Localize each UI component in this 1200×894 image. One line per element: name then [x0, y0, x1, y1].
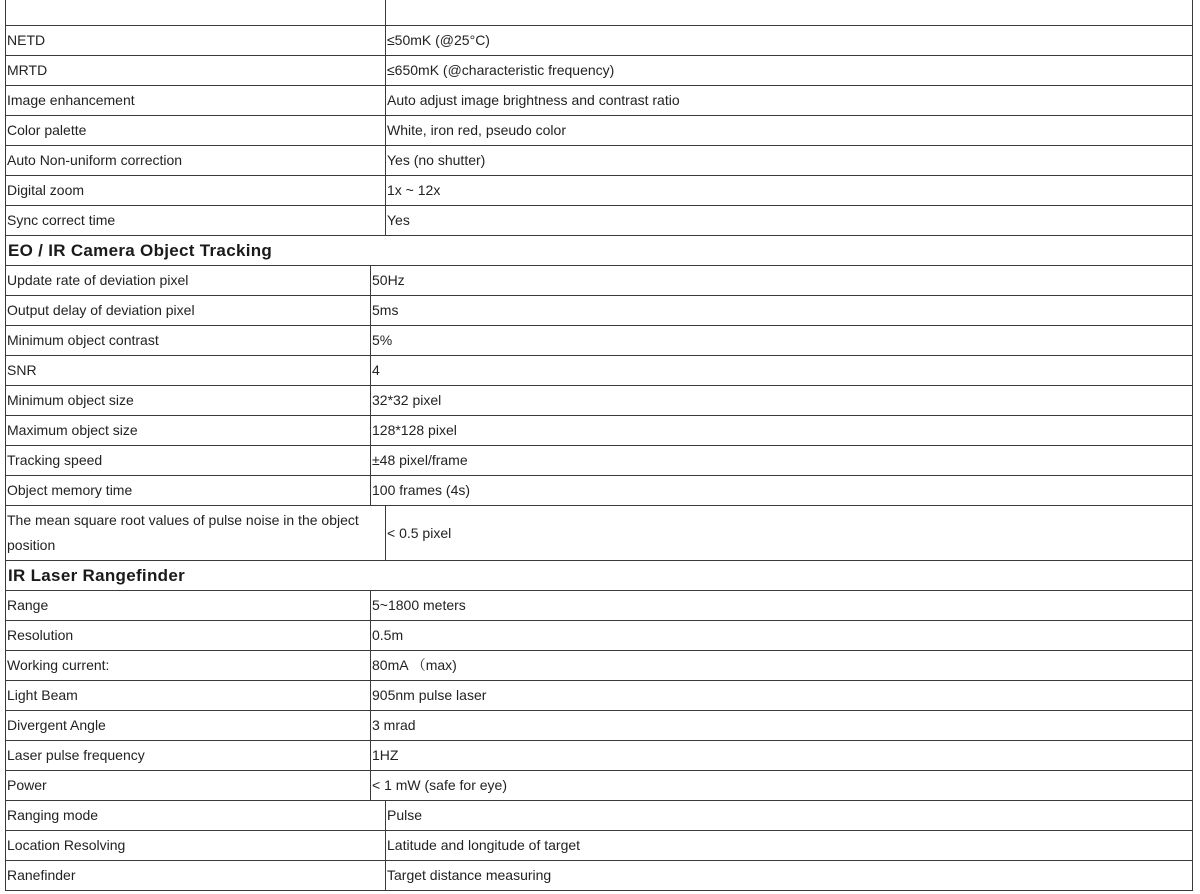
- table-row: [6, 801, 1193, 831]
- spec-label: Ranging mode: [6, 801, 386, 831]
- spec-label: Resolution: [6, 621, 371, 651]
- spec-label: Laser pulse frequency: [6, 741, 371, 771]
- spec-value: 1HZ: [371, 741, 1193, 771]
- spec-value: ≤50mK (@25°C): [386, 26, 1193, 56]
- table-row: [6, 206, 1193, 236]
- spec-value: Pulse: [386, 801, 1193, 831]
- table-row: [6, 296, 1193, 326]
- table-row: [6, 506, 1193, 561]
- spec-value: 1x ~ 12x: [386, 176, 1193, 206]
- spec-value: 5~1800 meters: [371, 591, 1193, 621]
- table-row: [6, 741, 1193, 771]
- table-row: [6, 446, 1193, 476]
- table-row: [6, 356, 1193, 386]
- section-title: IR Laser Rangefinder: [6, 561, 1193, 591]
- section-header-row: [6, 236, 1193, 266]
- spec-label: Image enhancement: [6, 86, 386, 116]
- spec-value: Auto adjust image brightness and contrast ratio: [386, 86, 1193, 116]
- spec-value: < 1 mW (safe for eye): [371, 771, 1193, 801]
- table-row-partial: [6, 0, 1193, 26]
- spec-label: Location Resolving: [6, 831, 386, 861]
- spec-value: Latitude and longitude of target: [386, 831, 1193, 861]
- spec-label: Maximum object size: [6, 416, 371, 446]
- table-row: [6, 591, 1193, 621]
- spec-label: Auto Non-uniform correction: [6, 146, 386, 176]
- spec-label: The mean square root values of pulse noise in the object position: [6, 506, 386, 561]
- spec-value: 3 mrad: [371, 711, 1193, 741]
- spec-label: MRTD: [6, 56, 386, 86]
- spec-label: Power: [6, 771, 371, 801]
- spec-value: 4: [371, 356, 1193, 386]
- table-row: [6, 621, 1193, 651]
- table-row: [6, 56, 1193, 86]
- spec-value: 5ms: [371, 296, 1193, 326]
- table-row: [6, 116, 1193, 146]
- spec-value: Yes (no shutter): [386, 146, 1193, 176]
- spec-value: 100 frames (4s): [371, 476, 1193, 506]
- spec-value: 5%: [371, 326, 1193, 356]
- spec-value: 32*32 pixel: [371, 386, 1193, 416]
- spec-value: ±48 pixel/frame: [371, 446, 1193, 476]
- spec-label: Tracking speed: [6, 446, 371, 476]
- section-header-row: [6, 561, 1193, 591]
- table-row: [6, 26, 1193, 56]
- table-row: [6, 266, 1193, 296]
- spec-value: 905nm pulse laser: [371, 681, 1193, 711]
- table-row: [6, 146, 1193, 176]
- spec-value: 0.5m: [371, 621, 1193, 651]
- spec-value: < 0.5 pixel: [386, 506, 1193, 561]
- spec-value: ≤650mK (@characteristic frequency): [386, 56, 1193, 86]
- table-row: [6, 416, 1193, 446]
- spec-label: Divergent Angle: [6, 711, 371, 741]
- spec-label: Object memory time: [6, 476, 371, 506]
- spec-value: White, iron red, pseudo color: [386, 116, 1193, 146]
- spec-value: Target distance measuring: [386, 861, 1193, 891]
- spec-label: Digital zoom: [6, 176, 386, 206]
- table-row: [6, 476, 1193, 506]
- table-row: [6, 176, 1193, 206]
- spec-table: [5, 0, 1193, 891]
- section-title: EO / IR Camera Object Tracking: [6, 236, 1193, 266]
- spec-value: 128*128 pixel: [371, 416, 1193, 446]
- spec-label-cell: [6, 0, 386, 26]
- table-row: [6, 681, 1193, 711]
- table-row: [6, 771, 1193, 801]
- spec-label: Minimum object contrast: [6, 326, 371, 356]
- table-row: [6, 861, 1193, 891]
- table-row: [6, 711, 1193, 741]
- spec-value: 50Hz: [371, 266, 1193, 296]
- spec-label: Sync correct time: [6, 206, 386, 236]
- spec-label: Output delay of deviation pixel: [6, 296, 371, 326]
- spec-label: Range: [6, 591, 371, 621]
- table-row: [6, 386, 1193, 416]
- spec-value: Yes: [386, 206, 1193, 236]
- spec-label: NETD: [6, 26, 386, 56]
- spec-label: SNR: [6, 356, 371, 386]
- spec-value-cell: [386, 0, 1193, 26]
- table-row: [6, 326, 1193, 356]
- spec-label: Ranefinder: [6, 861, 386, 891]
- spec-label: Working current:: [6, 651, 371, 681]
- spec-value: 80mA （max): [371, 651, 1193, 681]
- table-row: [6, 651, 1193, 681]
- table-row: [6, 831, 1193, 861]
- spec-label: Light Beam: [6, 681, 371, 711]
- spec-label: Color palette: [6, 116, 386, 146]
- spec-label: Minimum object size: [6, 386, 371, 416]
- spec-label: Update rate of deviation pixel: [6, 266, 371, 296]
- table-row: [6, 86, 1193, 116]
